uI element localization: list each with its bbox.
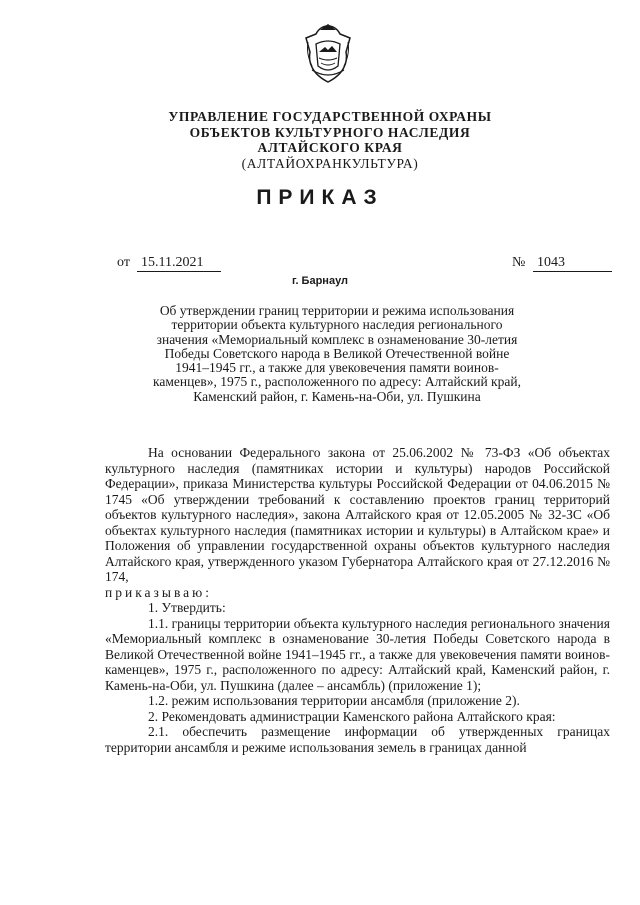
- order-word-text: приказываю:: [105, 584, 212, 600]
- altai-krai-emblem: [302, 22, 354, 86]
- order-body: [105, 445, 610, 755]
- document-date: 15.11.2021: [137, 255, 221, 272]
- subject-line: значения «Мемориальный комплекс в ознаменование 30-летия: [156, 331, 518, 347]
- preamble-paragraph: [105, 445, 610, 585]
- document-number: 1043: [533, 255, 612, 272]
- number-sign: №: [512, 255, 526, 270]
- subject-line: Каменский район, г. Камень-на-Оби, ул. Пушкина: [193, 388, 481, 404]
- subject-line: Об утверждении границ территории и режима использования: [159, 303, 515, 318]
- item-1-2: 1.2. режим использования территории ансамбля (приложение 2).: [148, 693, 520, 708]
- org-line: ОБЪЕКТОВ КУЛЬТУРНОГО НАСЛЕДИЯ: [189, 124, 471, 140]
- order-word: [105, 585, 610, 601]
- org-line: УПРАВЛЕНИЕ ГОСУДАРСТВЕННОЙ ОХРАНЫ: [168, 109, 492, 124]
- preamble-text: На основании Федерального закона от 25.06.2002 № 73-ФЗ «Об объектах культурного наследия (памятниках истории и культуры) народов Российской Федерации», приказа Министерства культуры Российской Федерации от 04.06.2015 № 1745 «Об утверждении требований к составлению проектов границ территорий объектов культурного наследия», закона Алтайского края от 12.05.2005 № 32-ЗС «Об объектах культурного наследия (памятниках истории и культуры) в Алтайском крае» и Положения об управлении государственной охраны объектов культурного наследия Алтайского края, утвержденного указом Губернатора Алтайского края от 27.12.2016 № 174,: [105, 445, 610, 584]
- subject-line: территории объекта культурного наследия регионального: [171, 317, 503, 333]
- item-2-1: 2.1. обеспечить размещение информации об утвержденных границах территории ансамбля и режиме использования земель в границах данной: [105, 724, 610, 755]
- subject-line: Победы Советского народа в Великой Отечественной войне: [164, 345, 510, 361]
- item-1: 1. Утвердить:: [148, 600, 226, 615]
- organization-name: [140, 109, 520, 171]
- document-type-title: ПРИКАЗ: [256, 186, 384, 209]
- org-abbreviation: (АЛТАЙОХРАНКУЛЬТУРА): [241, 155, 419, 171]
- subject-line: каменцев», 1975 г., расположенного по адресу: Алтайский край,: [153, 374, 521, 390]
- org-line: АЛТАЙСКОГО КРАЯ: [257, 140, 403, 155]
- date-prefix: от: [117, 255, 130, 270]
- item-1-1: 1.1. границы территории объекта культурного наследия регионального значения «Мемориальный комплекс в ознаменование 30-летия Победы Советского народа в Великой Отечественной войне 1941–1945 гг., а также для увековечения памяти воинов-каменцев», 1975 г., расположенного по адресу: Алтайский край, Каменский район, г. Камень-на-Оби, ул. Пушкина (далее – ансамбль) (приложение 1);: [105, 615, 610, 693]
- city: г. Барнаул: [291, 275, 349, 287]
- item-2: 2. Рекомендовать администрации Каменского района Алтайского края:: [148, 708, 556, 724]
- subject-line: 1941–1945 гг., а также для увековечения памяти воинов-: [175, 360, 499, 376]
- order-subject: [152, 304, 522, 404]
